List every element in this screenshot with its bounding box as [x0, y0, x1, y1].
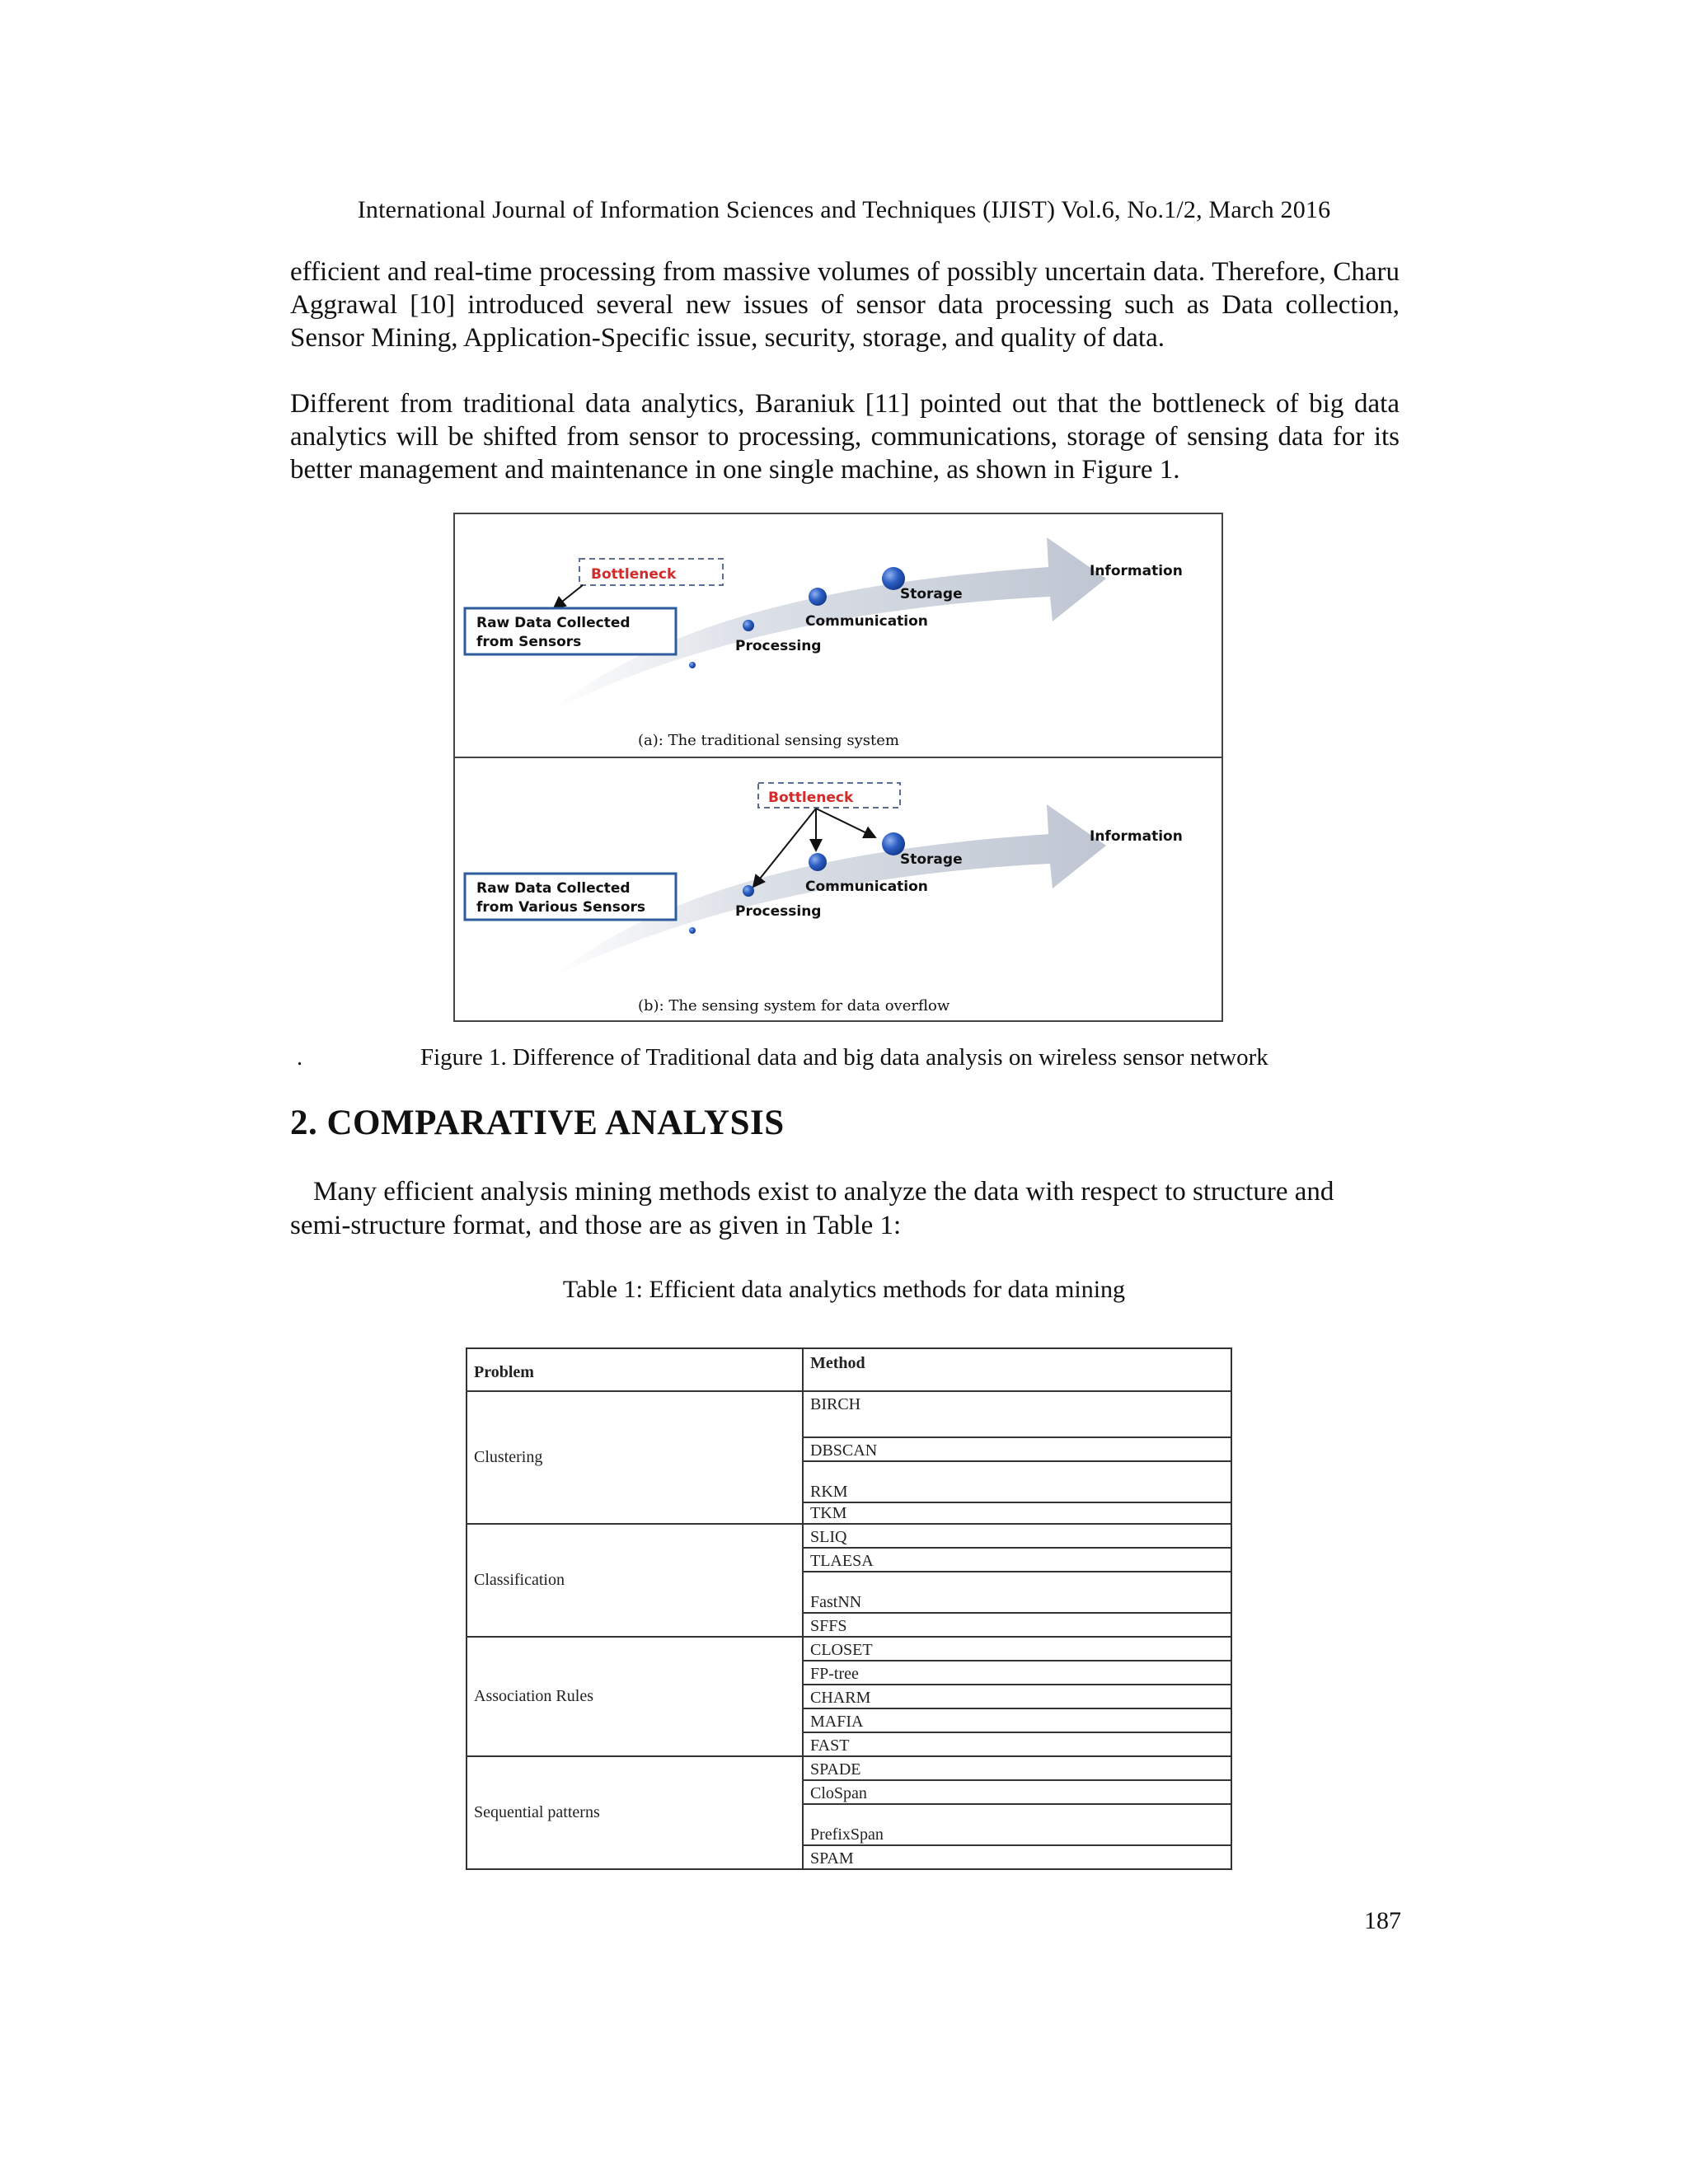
- panel-b-caption: (b): The sensing system for data overflow: [638, 997, 950, 1015]
- method-cell: FP-tree: [803, 1661, 1231, 1685]
- panel-b: [465, 783, 1183, 1015]
- panel-a-caption: (a): The traditional sensing system: [638, 732, 899, 749]
- panel-b-dot-small: [689, 927, 696, 934]
- method-cell: TLAESA: [803, 1548, 1231, 1572]
- method-cell: FastNN: [803, 1572, 1231, 1613]
- method-cell: RKM: [803, 1461, 1231, 1502]
- method-cell: SFFS: [803, 1613, 1231, 1637]
- paragraph-3: [290, 1175, 1400, 1243]
- method-cell: TKM: [803, 1502, 1231, 1524]
- method-cell: SLIQ: [803, 1524, 1231, 1548]
- panel-a-dot-processing: [743, 620, 754, 631]
- header-problem: Problem: [467, 1348, 803, 1391]
- panel-a-bottleneck-label: Bottleneck: [591, 566, 677, 583]
- panel-a-raw-line1: Raw Data Collected: [476, 615, 631, 631]
- table-row: [467, 1524, 1231, 1548]
- table-row: [467, 1756, 1231, 1780]
- method-cell: FAST: [803, 1732, 1231, 1756]
- method-cell: CHARM: [803, 1685, 1231, 1708]
- problem-association-rules: Association Rules: [467, 1637, 803, 1756]
- header-method: Method: [803, 1348, 1231, 1391]
- panel-a-information-label: Information: [1090, 563, 1183, 579]
- table-1: [466, 1347, 1232, 1870]
- panel-a-bottleneck-arrow: [554, 585, 583, 608]
- panel-a-dot-communication: [809, 588, 827, 606]
- figure-1-caption: Figure 1. Difference of Traditional data and big data analysis on wireless sensor network: [420, 1044, 1268, 1071]
- method-cell: SPADE: [803, 1756, 1231, 1780]
- panel-a: [465, 537, 1183, 749]
- method-cell: PrefixSpan: [803, 1804, 1231, 1845]
- figure-1-diagram: [455, 514, 1221, 1020]
- panel-b-information-label: Information: [1090, 828, 1183, 845]
- paragraph-3-text: Many efficient analysis mining methods exist to analyze the data with respect to structure and semi-structure format, and those are as given in Table 1:: [290, 1177, 1334, 1240]
- panel-a-communication-label: Communication: [805, 613, 928, 630]
- panel-a-storage-label: Storage: [900, 586, 963, 602]
- problem-classification: Classification: [467, 1524, 803, 1637]
- paragraph-2: Different from traditional data analytics, Baraniuk [11] pointed out that the bottleneck of big data analytics will be shifted from sensor to processing, communications, storage of sensing data for its better management and maintenance in one single machine, as shown in Figure 1.: [290, 389, 1400, 485]
- section-title: 2. COMPARATIVE ANALYSIS: [290, 1104, 785, 1142]
- problem-clustering: Clustering: [467, 1391, 803, 1524]
- table-1-caption: Table 1: Efficient data analytics methods for data mining: [562, 1276, 1126, 1303]
- figure-caption-dot: .: [297, 1045, 302, 1071]
- method-cell: MAFIA: [803, 1708, 1231, 1732]
- panel-b-processing-label: Processing: [735, 903, 822, 920]
- panel-b-dot-communication: [809, 853, 827, 871]
- panel-b-communication-label: Communication: [805, 879, 928, 895]
- panel-b-bottleneck-label: Bottleneck: [768, 790, 854, 806]
- method-cell: DBSCAN: [803, 1437, 1231, 1461]
- table-row: [467, 1637, 1231, 1661]
- table-header-row: [467, 1348, 1231, 1391]
- table-row: [467, 1391, 1231, 1437]
- panel-b-raw-line2: from Various Sensors: [476, 899, 645, 916]
- panel-a-processing-label: Processing: [735, 638, 822, 654]
- panel-b-raw-line1: Raw Data Collected: [476, 880, 631, 897]
- page-number: 187: [1364, 1907, 1401, 1934]
- panel-a-raw-line2: from Sensors: [476, 634, 582, 650]
- figure-1: [453, 513, 1223, 1022]
- panel-b-dot-processing: [743, 885, 754, 897]
- panel-b-storage-label: Storage: [900, 851, 963, 868]
- method-cell: CLOSET: [803, 1637, 1231, 1661]
- panel-b-arrow-storage: [816, 808, 875, 837]
- problem-sequential-patterns: Sequential patterns: [467, 1756, 803, 1869]
- method-cell: BIRCH: [803, 1391, 1231, 1437]
- method-cell: CloSpan: [803, 1780, 1231, 1804]
- journal-header: International Journal of Information Sciences and Techniques (IJIST) Vol.6, No.1/2, March 2016: [357, 196, 1331, 223]
- paragraph-1: efficient and real-time processing from massive volumes of possibly uncertain data. Therefore, Charu Aggrawal [10] introduced several new issues of sensor data processing such as Data collection, Sensor Mining, Application-Specific issue, security, storage, and quality of data.: [290, 257, 1400, 353]
- panel-a-dot-small: [689, 662, 696, 668]
- method-cell: SPAM: [803, 1845, 1231, 1869]
